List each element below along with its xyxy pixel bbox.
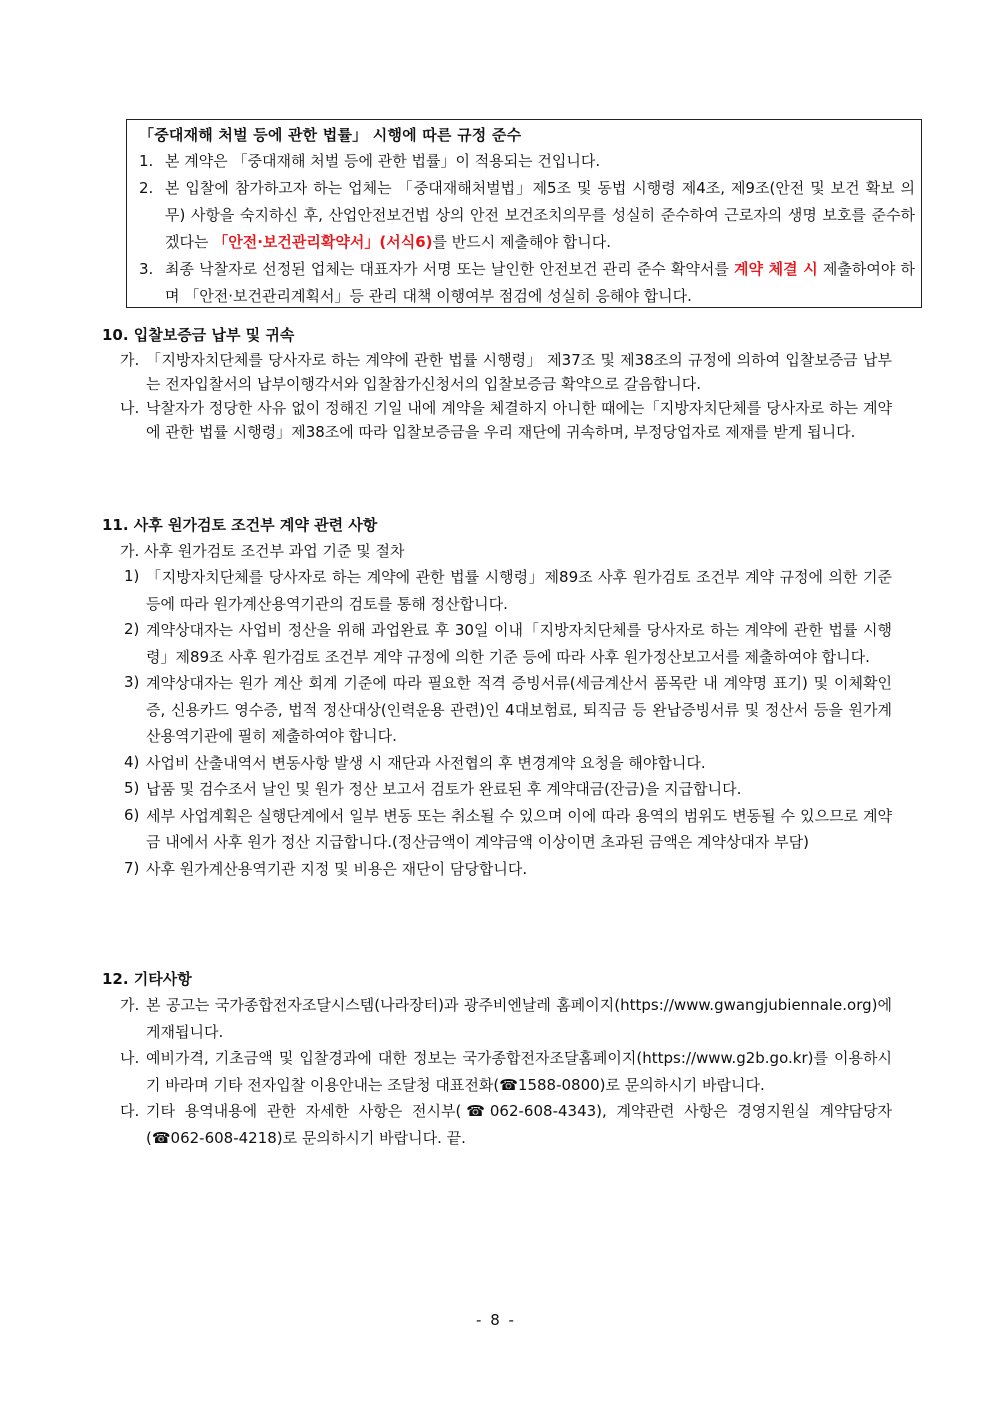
notice-item-text-part: 를 반드시 제출해야 합니다. (432, 233, 611, 251)
notice-highlight-text: 「안전·보건관리확약서」(서식6) (213, 233, 433, 251)
notice-item-number: 3. (139, 260, 154, 278)
list-item-marker: 가. (120, 351, 140, 369)
list-item-text: 낙찰자가 정당한 사유 없이 정해진 기일 내에 계약을 체결하지 아니한 때에는「지방자치단체를 당사자로 하는 계약에 관한 법률 시행령」제38조에 따라 입찰보증금을 우리 재단에 귀속하며, 부정당업자로 제재를 받게 됩니다. (146, 399, 892, 441)
list-item-text: 「지방자치단체를 당사자로 하는 계약에 관한 법률 시행령」 제37조 및 제38조의 규정에 의하여 입찰보증금 납부는 전자입찰서의 납부이행각서와 입찰참가신청서의 입찰보증금 확약으로 갈음합니다. (146, 351, 892, 393)
list-item (120, 992, 892, 1045)
section-miscellaneous (102, 966, 892, 1151)
list-item (124, 564, 892, 617)
list-item-text: 본 공고는 국가종합전자조달시스템(나라장터)과 광주비엔날레 홈페이지(https://www.gwangjubiennale.org)에 게재됩니다. (146, 996, 892, 1041)
list-item-marker: 나. (120, 399, 140, 417)
serious-accident-notice-box (126, 119, 922, 308)
section-title: 12. 기타사항 (102, 970, 192, 988)
notice-item (139, 148, 915, 175)
list-item-marker: 나. (120, 1049, 140, 1067)
subsection-title: 가. 사후 원가검토 조건부 과업 기준 및 절차 (120, 542, 405, 560)
list-item-marker: 6) (124, 805, 140, 824)
list-item-marker: 7) (124, 858, 140, 877)
list-item (120, 396, 892, 444)
list-item (120, 1098, 892, 1151)
list-item (124, 670, 892, 750)
section-post-cost-review (102, 512, 892, 882)
list-item (124, 617, 892, 670)
list-item-text: 예비가격, 기초금액 및 입찰경과에 대한 정보는 국가종합전자조달홈페이지(https://www.g2b.go.kr)를 이용하시기 바라며 기타 전자입찰 이용안내는 조달청 대표전화(☎1588-0800)로 문의하시기 바랍니다. (146, 1049, 892, 1094)
list-item-marker: 3) (124, 673, 140, 691)
notice-item-text-part: 제출하여야 하며 「안전·보건관리계획서」등 관리 대책 이행여부 점검에 성실히 응해야 합니다. (165, 260, 915, 305)
list-item (124, 776, 892, 803)
notice-item-text-part: 최종 낙찰자로 선정된 업체는 대표자가 서명 또는 날인한 안전보건 관리 준수 확약서를 (165, 260, 735, 278)
list-item-text: 계약상대자는 사업비 정산을 위해 과업완료 후 30일 이내「지방자치단체를 당사자로 하는 계약에 관한 법률 시행령」제89조 사후 원가검토 조건부 계약 규정에 의한 기준 등에 따라 사후 원가정산보고서를 제출하여야 합니다. (146, 621, 892, 666)
notice-item-text: 본 계약은 「중대재해 처벌 등에 관한 법률」이 적용되는 건입니다. (165, 152, 601, 170)
notice-item-text-part: 본 입찰에 참가하고자 하는 업체는 「중대재해처벌법」제5조 및 동법 시행령 제4조, 제9조(안전 및 보건 확보 의무) 사항을 숙지하신 후, 산업안전보건법 상의 안전 보건조치의무를 성실히 준수하여 근로자의 생명 보호를 준수하겠다는 (165, 179, 915, 251)
list-item-text: 세부 사업계획은 실행단계에서 일부 변동 또는 취소될 수 있으며 이에 따라 용역의 범위도 변동될 수 있으므로 계약금 내에서 사후 원가 정산 지급합니다.(정산금액이 계약금액 이상이면 초과된 금액은 계약상대자 부담) (146, 806, 892, 851)
list-item (120, 1045, 892, 1098)
list-item-marker: 4) (124, 752, 140, 771)
list-item-marker: 5) (124, 779, 140, 797)
list-item-marker: 2) (124, 620, 140, 638)
section-title: 11. 사후 원가검토 조건부 계약 관련 사항 (102, 516, 378, 534)
notice-item-text (165, 256, 915, 310)
notice-item-text (165, 175, 915, 256)
section-title: 10. 입찰보증금 납부 및 귀속 (102, 326, 295, 344)
list-item-text: 사업비 산출내역서 변동사항 발생 시 재단과 사전협의 후 변경계약 요청을 해야합니다. (146, 753, 706, 772)
list-item (124, 750, 892, 777)
list-item-text: 「지방자치단체를 당사자로 하는 계약에 관한 법률 시행령」제89조 사후 원가검토 조건부 계약 규정에 의한 기준 등에 따라 원가계산용역기관의 검토를 통해 정산합니다. (146, 568, 892, 613)
list-item-marker: 1) (124, 567, 140, 585)
notice-item (139, 256, 915, 310)
list-item-text: 계약상대자는 원가 계산 회계 기준에 따라 필요한 적격 증빙서류(세금계산서 품목란 내 계약명 표기) 및 이체확인증, 신용카드 영수증, 법적 정산대상(인력운용 관련)인 4대보험료, 퇴직금 등 완납증빙서류 및 정산서 등을 원가계산용역기관에 필히 제출하여야 합니다. (146, 674, 892, 745)
list-item-marker: 가. (120, 996, 140, 1014)
section-bid-deposit (102, 322, 892, 444)
list-item (120, 348, 892, 396)
notice-title: 「중대재해 처벌 등에 관한 법률」 시행에 따른 규정 준수 (139, 126, 522, 144)
list-item (124, 803, 892, 856)
notice-item-number: 1. (139, 152, 154, 170)
notice-highlight-text: 계약 체결 시 (734, 260, 818, 278)
list-item-text: 기타 용역내용에 관한 자세한 사항은 전시부(☎062-608-4343), 계약관련 사항은 경영지원실 계약담당자(☎062-608-4218)로 문의하시기 바랍니다. 끝. (146, 1102, 892, 1147)
list-item-text: 납품 및 검수조서 날인 및 원가 정산 보고서 검토가 완료된 후 계약대금(잔금)을 지급합니다. (146, 780, 742, 798)
notice-item-number: 2. (139, 179, 154, 197)
page-number: - 8 - (476, 1311, 516, 1329)
list-item-text: 사후 원가계산용역기관 지정 및 비용은 재단이 담당합니다. (146, 859, 528, 878)
list-item-marker: 다. (120, 1102, 140, 1120)
list-item (124, 856, 892, 883)
notice-item (139, 175, 915, 256)
